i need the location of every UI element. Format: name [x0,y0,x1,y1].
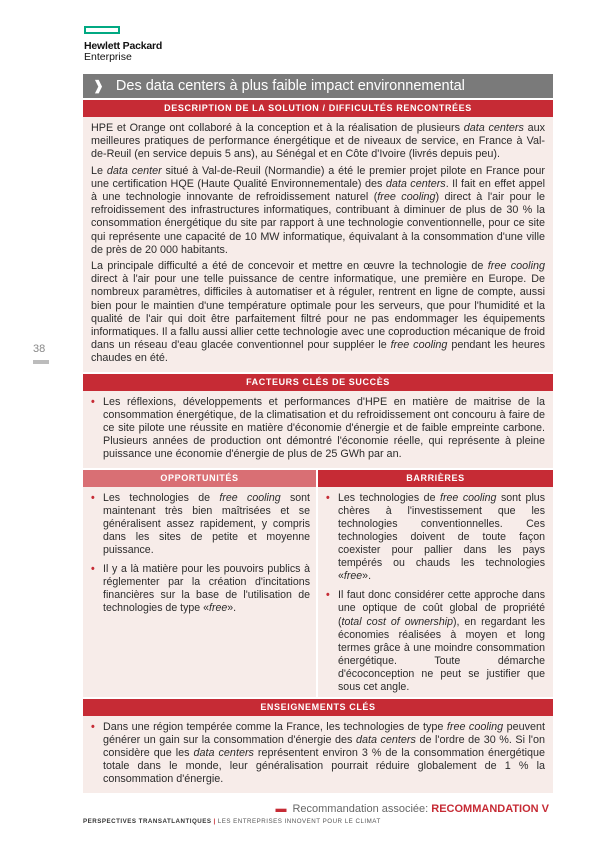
opportunities-barriers [83,470,553,697]
description-box [83,117,553,372]
hpe-logo-mark [84,26,120,34]
success-box [83,391,553,468]
page-number-marker [33,360,49,364]
footer-separator: | [213,818,216,825]
hpe-logo [84,26,204,63]
success-heading: FACTEURS CLÉS DE SUCCÈS [83,374,553,391]
footer-publication: PERSPECTIVES TRANSATLANTIQUES [83,818,212,825]
opportunities-heading: OPPORTUNITÉS [83,470,316,487]
barriers-column [318,470,553,697]
footer-subtitle: LES ENTREPRISES INNOVENT POUR LE CLIMAT [217,818,381,825]
opportunities-box [83,487,316,697]
barriers-heading: BARRIÈRES [318,470,553,487]
page-title: Des data centers à plus faible impact environnemental [115,78,465,94]
page-number: 38 [33,343,46,355]
brand-line-2: Enterprise [84,51,132,63]
lessons-bullet: • Dans une région tempérée comme la France, les technologies de type free cooling peuvent générer un gain sur la consommation d'énergie des data centers de l'ordre de 30 %. Si l'on considère que les data centers représentent environ 3 % de la consommation énergétique totale dans le monde, leur généralisation pourrait réduire globalement de 1 % la consommation d'énergie. [91,721,545,787]
description-paragraph-3: La principale difficulté a été de concevoir et mettre en œuvre la technologie de free cooling direct à l'air pour une telle puissance de centre informatique, une première en Europe. De nombreux paramètres, difficiles à automatiser et à réguler, rentrent en ligne de compte, aussi bien pour le maintien d'une température optimale pour les serveurs, que pour l'humidité et la qualité de l'air qui doit être parfaitement filtré pour ne pas endommager les équipements informatiques. Il a fallu aussi allier cette technologie avec une coproduction mécanique de froid dans un réseau d'eau glacée conventionnel pour suppléer le free cooling pendant les heures chaudes en été. [91,260,546,365]
barrier-bullet-2: • Il faut donc considérer cette approche dans une optique de coût global de propriété (total cost of ownership), en regardant les économies réalisées à moyen et long termes grâce à une moindre consommation énergétique. Toute démarche d'écoconception ne peut se justifier que sous cet angle. [326,589,545,694]
description-heading: DESCRIPTION DE LA SOLUTION / DIFFICULTÉS RENCONTRÉES [83,100,553,117]
lessons-heading: ENSEIGNEMENTS CLÉS [83,699,553,716]
opportunity-bullet-1: • Les technologies de free cooling sont maintenant très bien maîtrisées et se généralisent assez rapidement, y compris dans les sites de petite et moyenne puissance. [91,492,310,557]
lessons-box [83,716,553,793]
page-footer [83,818,381,825]
chevron-right-icon: ❱ [93,78,104,93]
barrier-bullet-1: • Les technologies de free cooling sont plus chères à l'investissement que les technologies conventionnelles. Ces technologies doivent de toute façon coexister pour pallier dans les pays tempérés ou chauds les technologies «free». [326,492,545,584]
description-paragraph-2: Le data center situé à Val-de-Reuil (Normandie) a été le premier projet pilote en France pour une certification HQE (Haute Qualité Environnementale) des data centers. Il fait en effet appel à une technologie innovante de refroidissement naturel (free cooling) direct à l'air pour le refroidissement des infrastructures informatiques, contribuant à diminuer de plus de 30 % la consommation énergétique du site par rapport à une technologie conventionnelle, pour ce site qui représente une capacité de 10 MW informatique, équivalant à la consommation d'une ville de près de 20 000 habitants. [91,164,545,256]
recommendation-link[interactable] [83,803,553,815]
opportunities-column [83,470,318,697]
barriers-box [318,487,553,697]
opportunity-bullet-2: • Il y a là matière pour les pouvoirs publics à réglementer par la création d'incitations financières sur la base de l'utilisation de technologies de type «free». [91,563,310,615]
recommendation-label: Recommandation associée: [292,802,432,815]
brand-line-1: Hewlett Packard [84,40,163,52]
recommendation-value: RECOMMANDATION V [431,802,549,815]
success-bullet: • Les réflexions, développements et performances d'HPE en matière de maitrise de la consommation énergétique, de la climatisation et du refroidissement ont concouru à faire de ce site pilote une réussite en matière d'économie d'énergie et de faible empreinte carbone. Plusieurs années de production ont démontré l'économie réelle, qui représente à pleine puissance une économie d'énergie de plus de 25 GWh par an. [91,396,545,462]
description-paragraph-1: HPE et Orange ont collaboré à la conception et à la réalisation de plusieurs data centers aux meilleures pratiques de performance énergétique et de niveaux de service, en France à Val-de-Reuil (en service depuis 5 ans), au Sénégal et en Côte d'Ivoire (livrés depuis peu). [91,122,545,161]
case-study [83,74,553,815]
dash-icon: ▬ [275,802,287,815]
page-title-bar [83,74,553,98]
